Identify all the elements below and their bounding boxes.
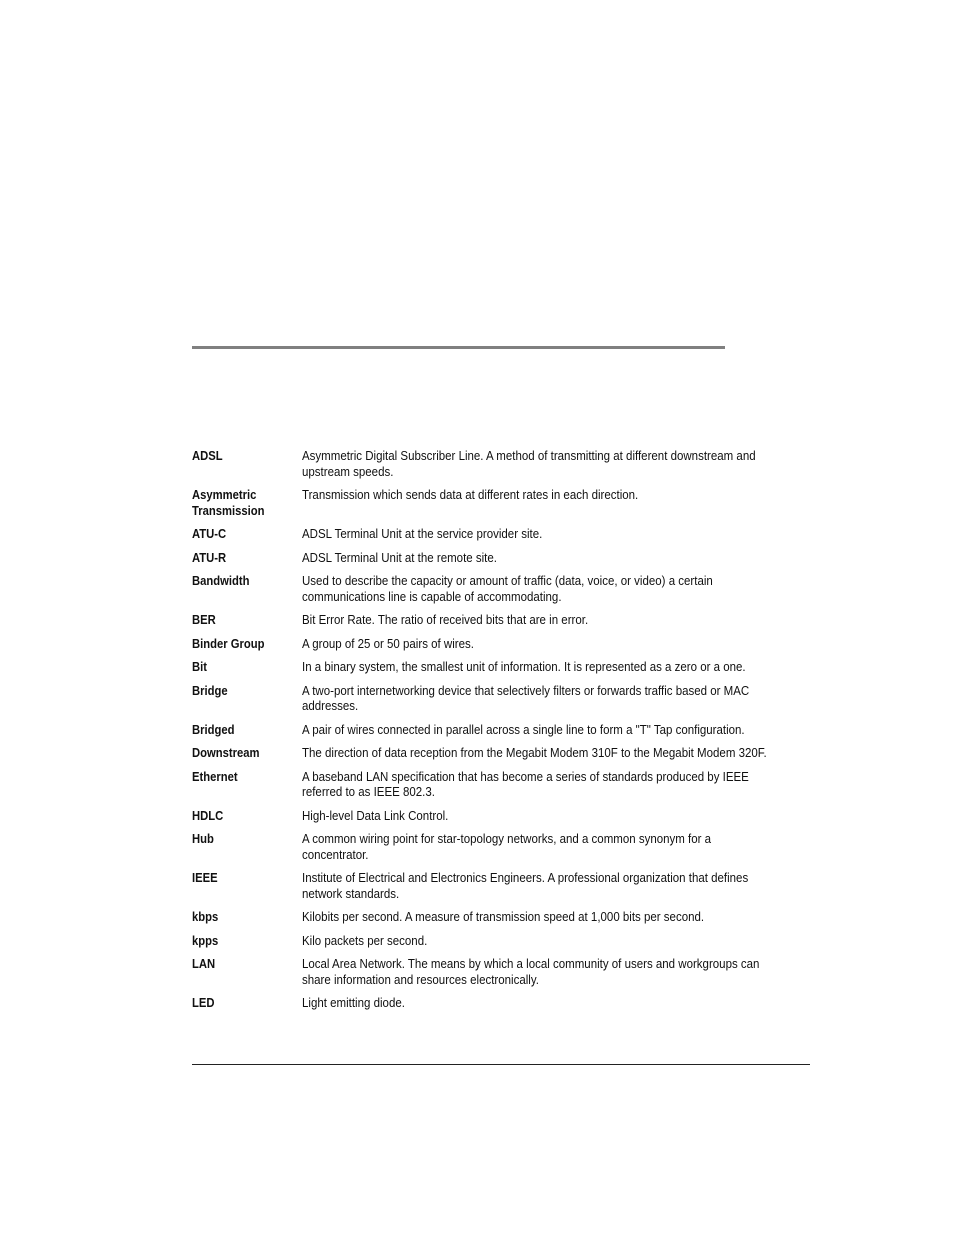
glossary-definition bbox=[302, 871, 769, 902]
glossary-list bbox=[192, 449, 810, 1020]
glossary-entry bbox=[192, 910, 810, 926]
glossary-term bbox=[192, 684, 291, 700]
glossary-definition bbox=[302, 809, 769, 825]
glossary-term-line: kbps bbox=[192, 910, 219, 924]
glossary-definition-line: share information and resources electronically. bbox=[302, 972, 539, 987]
glossary-definition-line: High-level Data Link Control. bbox=[302, 808, 449, 823]
glossary-entry bbox=[192, 660, 810, 676]
glossary-term-line: Bit bbox=[192, 660, 208, 674]
glossary-definition-line: A baseband LAN specification that has become a series of standards produced by IEEE bbox=[302, 769, 749, 784]
glossary-definition-line: Local Area Network. The means by which a local community of users and workgroups can bbox=[302, 957, 760, 971]
glossary-definition bbox=[302, 910, 769, 926]
glossary-entry bbox=[192, 957, 810, 988]
glossary-definition-line: referred to as IEEE 802.3. bbox=[302, 785, 435, 799]
glossary-definition-line: communications line is capable of accommodating. bbox=[302, 589, 562, 604]
glossary-entry bbox=[192, 488, 810, 519]
glossary-definition-line: In a binary system, the smallest unit of information. It is represented as a zero or a one. bbox=[302, 660, 746, 674]
glossary-definition bbox=[302, 449, 769, 480]
glossary-term bbox=[192, 660, 291, 676]
glossary-entry bbox=[192, 996, 810, 1012]
glossary-entry bbox=[192, 832, 810, 863]
glossary-entry bbox=[192, 746, 810, 762]
glossary-term bbox=[192, 527, 291, 543]
glossary-term bbox=[192, 488, 291, 519]
glossary-definition-line: A group of 25 or 50 pairs of wires. bbox=[302, 636, 474, 651]
glossary-term-line: Downstream bbox=[192, 746, 260, 760]
glossary-term bbox=[192, 723, 291, 739]
glossary-term-line: LED bbox=[192, 996, 215, 1010]
glossary-definition bbox=[302, 934, 769, 950]
glossary-term-line: ATU-R bbox=[192, 550, 227, 565]
glossary-term bbox=[192, 574, 291, 590]
glossary-term bbox=[192, 910, 291, 926]
glossary-definition bbox=[302, 723, 769, 739]
glossary-term bbox=[192, 871, 291, 887]
glossary-definition-line: Institute of Electrical and Electronics Engineers. A professional organization that defines bbox=[302, 871, 749, 885]
glossary-definition bbox=[302, 996, 769, 1012]
glossary-term-line: Bridge bbox=[192, 683, 228, 698]
glossary-term-line: LAN bbox=[192, 957, 216, 971]
glossary-definition-line: Asymmetric Digital Subscriber Line. A method of transmitting at different downstream and bbox=[302, 449, 756, 463]
glossary-term bbox=[192, 637, 291, 653]
glossary-term-line: ATU-C bbox=[192, 527, 227, 541]
glossary-definition-line: upstream speeds. bbox=[302, 464, 394, 479]
glossary-definition bbox=[302, 832, 769, 863]
glossary-term bbox=[192, 551, 291, 567]
glossary-term bbox=[192, 809, 291, 825]
glossary-entry bbox=[192, 723, 810, 739]
glossary-definition-line: addresses. bbox=[302, 699, 359, 713]
glossary-definition bbox=[302, 527, 769, 543]
glossary-term bbox=[192, 832, 291, 848]
glossary-definition bbox=[302, 957, 769, 988]
glossary-definition bbox=[302, 637, 769, 653]
glossary-definition bbox=[302, 770, 769, 801]
glossary-definition-line: concentrator. bbox=[302, 847, 369, 862]
bottom-rule bbox=[192, 1064, 810, 1065]
glossary-term bbox=[192, 957, 291, 973]
glossary-definition-line: ADSL Terminal Unit at the remote site. bbox=[302, 550, 497, 565]
glossary-entry bbox=[192, 527, 810, 543]
glossary-definition bbox=[302, 660, 769, 676]
glossary-definition bbox=[302, 574, 769, 605]
glossary-definition-line: Used to describe the capacity or amount of traffic (data, voice, or video) a certain bbox=[302, 574, 713, 588]
glossary-definition bbox=[302, 613, 769, 629]
glossary-term bbox=[192, 770, 291, 786]
glossary-definition bbox=[302, 684, 769, 715]
glossary-term bbox=[192, 996, 291, 1012]
glossary-definition-line: ADSL Terminal Unit at the service provider site. bbox=[302, 527, 543, 541]
glossary-definition-line: Bit Error Rate. The ratio of received bits that are in error. bbox=[302, 613, 589, 627]
glossary-term bbox=[192, 613, 291, 629]
glossary-term-line: Hub bbox=[192, 832, 214, 846]
glossary-term-line: IEEE bbox=[192, 871, 218, 885]
glossary-entry bbox=[192, 809, 810, 825]
glossary-term-line: Transmission bbox=[192, 503, 265, 518]
glossary-definition bbox=[302, 551, 769, 567]
glossary-entry bbox=[192, 551, 810, 567]
glossary-term bbox=[192, 746, 291, 762]
glossary-definition-line: A common wiring point for star-topology networks, and a common synonym for a bbox=[302, 832, 712, 846]
glossary-term-line: Ethernet bbox=[192, 769, 238, 784]
glossary-entry bbox=[192, 770, 810, 801]
glossary-term-line: Binder Group bbox=[192, 636, 265, 651]
glossary-term bbox=[192, 449, 291, 465]
glossary-entry bbox=[192, 449, 810, 480]
glossary-definition bbox=[302, 746, 769, 762]
glossary-definition-line: Kilo packets per second. bbox=[302, 933, 428, 948]
glossary-entry bbox=[192, 934, 810, 950]
glossary-term-line: kpps bbox=[192, 933, 219, 948]
glossary-entry bbox=[192, 613, 810, 629]
glossary-entry bbox=[192, 684, 810, 715]
glossary-definition bbox=[302, 488, 769, 504]
glossary-entry bbox=[192, 637, 810, 653]
glossary-term-line: BER bbox=[192, 613, 216, 627]
glossary-entry bbox=[192, 871, 810, 902]
glossary-definition-line: A two-port internetworking device that selectively filters or forwards traffic based or MAC bbox=[302, 683, 750, 698]
glossary-definition-line: Light emitting diode. bbox=[302, 996, 405, 1010]
glossary-definition-line: Kilobits per second. A measure of transmission speed at 1,000 bits per second. bbox=[302, 910, 705, 924]
glossary-term-line: Bandwidth bbox=[192, 574, 250, 588]
glossary-entry bbox=[192, 574, 810, 605]
glossary-term bbox=[192, 934, 291, 950]
top-rule bbox=[192, 346, 725, 349]
glossary-definition-line: The direction of data reception from the Megabit Modem 310F to the Megabit Modem 320F. bbox=[302, 746, 767, 760]
glossary-term-line: ADSL bbox=[192, 449, 223, 463]
glossary-term-line: Bridged bbox=[192, 722, 235, 737]
glossary-term-line: Asymmetric bbox=[192, 488, 257, 502]
glossary-term-line: HDLC bbox=[192, 808, 224, 823]
glossary-definition-line: Transmission which sends data at different rates in each direction. bbox=[302, 488, 639, 502]
glossary-definition-line: A pair of wires connected in parallel across a single line to form a "T" Tap configuration. bbox=[302, 722, 745, 737]
glossary-definition-line: network standards. bbox=[302, 886, 400, 901]
